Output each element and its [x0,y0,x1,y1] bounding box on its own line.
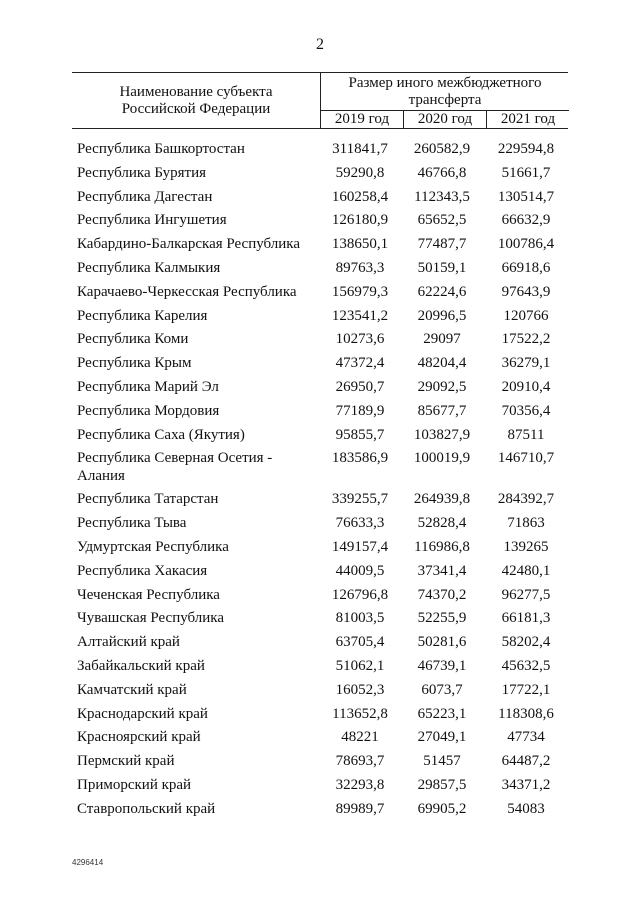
value-2019: 123541,2 [331,307,389,324]
value-2021: 54083 [507,800,545,817]
value-2019: 183586,9 [331,450,389,467]
value-2021: 139265 [503,538,549,555]
header-subject-line-2: Российской Федерации [121,100,271,117]
subject-name: Республика Крым [77,355,192,372]
value-2020: 65652,5 [417,212,467,229]
table-row [0,488,640,512]
value-2019: 26950,7 [335,378,385,395]
table-row [0,679,640,703]
value-2019: 95855,7 [335,426,385,443]
value-2021: 96277,5 [501,586,551,603]
subject-name: Республика Калмыкия [77,259,221,276]
subject-name: Удмуртская Республика [77,538,229,555]
value-2021: 120766 [503,307,549,324]
value-2021: 51661,7 [501,164,551,181]
table-row [0,726,640,750]
value-2019: 89763,3 [335,259,385,276]
value-2019: 126796,8 [331,586,389,603]
value-2021: 100786,4 [497,236,555,253]
table-row [0,703,640,727]
value-2019: 44009,5 [335,562,385,579]
table-body [0,138,640,822]
subject-name: Республика Саха (Якутия) [77,426,245,443]
value-2019: 63705,4 [335,634,385,651]
table-row [0,352,640,376]
document-id: 4296414 [72,858,104,867]
value-2021: 36279,1 [501,355,551,372]
value-2020: 260582,9 [413,141,471,157]
value-2021: 64487,2 [501,753,551,770]
value-2019: 59290,8 [335,164,385,181]
subject-name: Алтайский край [77,634,180,651]
value-2019: 81003,5 [335,610,385,627]
subject-name: Чеченская Республика [77,586,220,603]
value-2021: 97643,9 [501,283,551,300]
table-row [0,233,640,257]
subject-name: Забайкальский край [77,657,205,674]
header-year-2019: 2019 год [334,111,390,127]
subject-name: Республика Марий Эл [77,378,219,395]
table-row [0,447,640,488]
value-2021: 66918,6 [501,259,551,276]
table-row [0,138,640,162]
value-2019: 89989,7 [335,800,385,817]
table-row [0,798,640,822]
value-2021: 130514,7 [497,188,555,205]
value-2020: 27049,1 [417,729,467,746]
value-2019: 32293,8 [335,776,385,793]
value-2020: 74370,2 [417,586,467,603]
subject-name: Краснодарский край [77,705,208,722]
table-row [0,655,640,679]
value-2021: 17522,2 [501,331,551,348]
value-2020: 65223,1 [417,705,467,722]
value-2020: 29092,5 [417,378,467,395]
value-2020: 100019,9 [413,450,471,467]
table-row [0,631,640,655]
table-row [0,305,640,329]
table-row [0,257,640,281]
value-2020: 69905,2 [417,800,467,817]
table-row [0,424,640,448]
value-2020: 264939,8 [413,491,471,508]
header-transfer-size [320,73,569,128]
value-2021: 70356,4 [501,402,551,419]
value-2021: 58202,4 [501,634,551,651]
subject-name: Пермский край [77,753,175,770]
value-2020: 103827,9 [413,426,471,443]
value-2020: 116986,8 [414,538,470,555]
subject-name: Республика Коми [77,331,189,348]
value-2019: 77189,9 [335,402,385,419]
value-2021: 229594,8 [497,141,555,157]
header-year-2021: 2021 год [486,111,569,129]
subject-name: Ставропольский край [77,800,216,817]
value-2020: 46766,8 [417,164,467,181]
value-2021: 17722,1 [501,681,551,698]
value-2021: 66632,9 [501,212,551,229]
table-row [0,186,640,210]
value-2021: 45632,5 [501,657,551,674]
subject-name: Республика Карелия [77,307,208,324]
value-2019: 16052,3 [335,681,385,698]
value-2020: 29097 [423,331,461,348]
value-2021: 146710,7 [497,450,555,467]
value-2019: 149157,4 [331,538,389,555]
value-2019: 160258,4 [331,188,389,205]
value-2021: 34371,2 [501,776,551,793]
value-2019: 156979,3 [331,283,389,300]
table-row [0,376,640,400]
value-2020: 52255,9 [417,610,467,627]
value-2021: 71863 [507,515,545,532]
subject-name: Приморский край [77,776,192,793]
table-row [0,512,640,536]
subject-name: Республика Северная Осетия - Алания [77,450,273,485]
value-2019: 10273,6 [335,331,385,348]
header-transfer-line-2: трансферта [408,92,482,108]
subject-name: Республика Ингушетия [77,212,227,229]
value-2021: 66181,3 [501,610,551,627]
header-transfer-title [321,75,569,109]
table-row [0,607,640,631]
value-2020: 51457 [423,753,461,770]
header-year-2020: 2020 год [403,111,486,129]
value-2020: 48204,4 [417,355,467,372]
subject-name: Республика Хакасия [77,562,208,579]
value-2021: 118308,6 [498,705,554,722]
table-header [72,72,568,129]
value-2019: 138650,1 [331,236,389,253]
value-2021: 47734 [507,729,545,746]
table-row [0,584,640,608]
value-2020: 112343,5 [414,188,470,205]
value-2021: 87511 [507,426,545,443]
value-2019: 51062,1 [335,657,385,674]
subject-name: Республика Бурятия [77,164,207,181]
value-2020: 29857,5 [417,776,467,793]
subject-name: Республика Татарстан [77,491,219,508]
value-2019: 78693,7 [335,753,385,770]
subject-name: Республика Мордовия [77,402,220,419]
value-2020: 37341,4 [417,562,467,579]
header-subject-name [72,73,320,128]
value-2021: 20910,4 [501,378,551,395]
value-2020: 46739,1 [417,657,467,674]
header-subject-line-1: Наименование субъекта [119,83,273,100]
value-2021: 284392,7 [497,491,555,508]
value-2019: 311841,7 [332,141,388,157]
table-row [0,281,640,305]
value-2020: 62224,6 [417,283,467,300]
subject-name: Кабардино-Балкарская Республика [77,236,301,253]
table-row [0,536,640,560]
value-2020: 77487,7 [417,236,467,253]
subject-name: Республика Тыва [77,515,187,532]
subject-name: Республика Башкортостан [77,141,245,157]
value-2020: 20996,5 [417,307,467,324]
value-2020: 50281,6 [417,634,467,651]
value-2019: 47372,4 [335,355,385,372]
value-2020: 85677,7 [417,402,467,419]
table-row [0,774,640,798]
table-row [0,328,640,352]
value-2020: 50159,1 [417,259,467,276]
table-row [0,750,640,774]
table-row [0,560,640,584]
value-2019: 48221 [341,729,379,746]
value-2019: 339255,7 [331,491,389,508]
table-row [0,162,640,186]
subject-name: Камчатский край [77,681,187,698]
value-2020: 52828,4 [417,515,467,532]
value-2021: 42480,1 [501,562,551,579]
subject-name: Карачаево-Черкесская Республика [77,283,297,300]
value-2019: 113652,8 [332,705,388,722]
header-transfer-line-1: Размер иного межбюджетного [348,75,542,91]
subject-name: Красноярский край [77,729,201,746]
subject-name: Республика Дагестан [77,188,213,205]
value-2019: 126180,9 [331,212,389,229]
table-row [0,209,640,233]
header-years [321,110,569,129]
subject-name: Чувашская Республика [77,610,225,627]
value-2019: 76633,3 [335,515,385,532]
table-row [0,400,640,424]
value-2020: 6073,7 [421,681,463,698]
page-number: 2 [316,36,324,53]
